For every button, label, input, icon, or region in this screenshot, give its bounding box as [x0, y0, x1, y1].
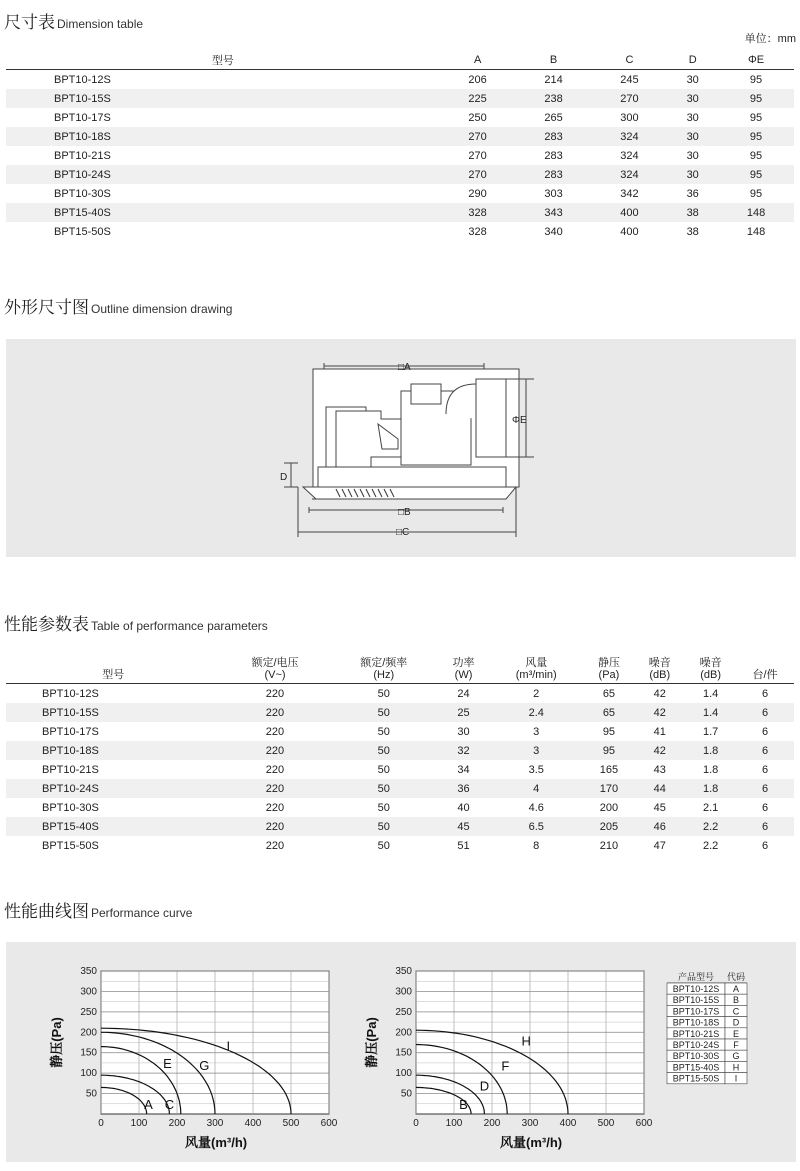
- performance-cell: 220: [221, 779, 330, 798]
- performance-cell: 4.6: [528, 801, 544, 814]
- outline-drawing: [6, 339, 796, 557]
- dimension-cell: 30: [686, 149, 699, 162]
- curve-label-E: E: [163, 1056, 172, 1072]
- curve-label-A: A: [144, 1097, 153, 1113]
- performance-cell: BPT15-50S: [42, 839, 99, 852]
- performance-cell: 6: [761, 839, 769, 852]
- x-axis-label: 风量(m³/h): [500, 1135, 563, 1150]
- y-tick-label: 300: [80, 986, 97, 998]
- performance-cell: 50: [329, 741, 438, 760]
- label-a: □A: [398, 362, 411, 373]
- legend-code: B: [732, 995, 740, 1006]
- dimension-cell: 324: [620, 149, 639, 162]
- performance-header-3: [438, 647, 489, 684]
- dimension-cell: 238: [516, 89, 592, 108]
- curve-label-C: C: [164, 1097, 175, 1113]
- legend-code: A: [732, 984, 740, 994]
- unit-label: 单位：mm: [744, 33, 796, 45]
- legend-model: BPT10-15S: [672, 995, 720, 1006]
- dimension-cell: 270: [468, 149, 487, 162]
- table-row: [6, 722, 794, 741]
- table-row: [6, 684, 794, 704]
- table-row: [6, 798, 794, 817]
- performance-title: [4, 610, 268, 635]
- label-c: □C: [396, 527, 410, 538]
- dimension-cell: 214: [544, 73, 563, 86]
- dimension-cell: 324: [591, 127, 667, 146]
- dimension-cell: 270: [440, 165, 516, 184]
- performance-cell: 220: [265, 801, 285, 814]
- dimension-header-3: C: [591, 50, 667, 70]
- dimension-cell: 250: [468, 111, 487, 124]
- dimension-cell: BPT15-50S: [54, 225, 111, 238]
- y-axis-label: 静压(Pa): [364, 1017, 379, 1068]
- curve-title: [4, 897, 192, 922]
- curve-label-G: G: [199, 1057, 210, 1073]
- performance-cell: BPT15-40S: [6, 817, 221, 836]
- dimension-cell: BPT10-30S: [54, 187, 111, 200]
- curve-title-cn: 性能曲线图: [4, 902, 89, 921]
- y-tick-label: 300: [395, 986, 412, 998]
- table-row: [6, 127, 794, 146]
- table-row: [6, 817, 794, 836]
- performance-cell: 6.5: [489, 817, 584, 836]
- performance-header-label: 静压: [597, 657, 620, 669]
- x-tick-label: 400: [244, 1118, 262, 1129]
- dimension-cell: 30: [667, 165, 718, 184]
- dimension-cell: 283: [516, 127, 592, 146]
- performance-title-en: Table of performance parameters: [91, 619, 268, 633]
- dimension-cell: 95: [749, 187, 763, 200]
- x-tick-label: 0: [413, 1118, 419, 1129]
- legend-code: D: [732, 1017, 740, 1028]
- performance-cell: 50: [329, 779, 438, 798]
- performance-cell: 220: [221, 741, 330, 760]
- performance-cell: 95: [602, 725, 616, 738]
- dimension-cell: 148: [718, 203, 794, 222]
- performance-cell: 32: [438, 741, 489, 760]
- performance-header-label: 噪音: [699, 657, 722, 669]
- performance-cell: 25: [438, 703, 489, 722]
- performance-cell: 1.8: [702, 763, 719, 776]
- table-row: [6, 70, 794, 90]
- legend-model: BPT15-40S: [672, 1062, 720, 1073]
- dimension-cell: 95: [749, 111, 763, 124]
- dimension-cell: 36: [686, 187, 699, 200]
- y-tick-label: 250: [80, 1006, 97, 1018]
- x-tick-label: 400: [559, 1118, 577, 1129]
- performance-header-unit: (dB): [649, 669, 671, 681]
- performance-cell: 220: [265, 725, 285, 738]
- dimension-cell: 95: [749, 73, 763, 86]
- outline-title-cn: 外形尺寸图: [4, 298, 89, 317]
- performance-cell: 50: [329, 703, 438, 722]
- y-tick-label: 350: [80, 966, 97, 977]
- legend-code: F: [733, 1040, 739, 1050]
- x-tick-label: 300: [206, 1118, 224, 1129]
- performance-header-label: 额定/电压: [251, 657, 299, 669]
- performance-header-label: 功率: [452, 657, 475, 669]
- dimension-cell: 340: [544, 225, 563, 238]
- table-row: [6, 108, 794, 127]
- dimension-cell: 148: [746, 225, 766, 238]
- dimension-cell: 30: [667, 127, 718, 146]
- performance-header-unit: (Hz): [373, 669, 395, 681]
- dimension-cell: BPT10-24S: [6, 165, 440, 184]
- table-row: [6, 146, 794, 165]
- dimension-cell: 95: [749, 149, 763, 162]
- performance-header-label: 风量: [525, 657, 548, 669]
- performance-cell: 6: [736, 779, 794, 798]
- performance-cell: 50: [377, 763, 390, 776]
- performance-cell: BPT10-30S: [42, 801, 99, 814]
- performance-cell: 46: [634, 817, 685, 836]
- legend-model: BPT10-24S: [672, 1040, 720, 1050]
- performance-header-8: [736, 647, 794, 684]
- performance-cell: 1.8: [685, 741, 736, 760]
- legend-model: BPT10-30S: [672, 1051, 720, 1062]
- y-tick-label: 50: [85, 1088, 97, 1100]
- y-axis-label: 静压(Pa): [49, 1017, 64, 1068]
- performance-cell: 165: [599, 763, 619, 776]
- table-row: [6, 222, 794, 241]
- performance-header-1: [221, 647, 330, 684]
- x-axis-label: 风量(m³/h): [185, 1135, 248, 1150]
- performance-cell: 4: [489, 779, 584, 798]
- y-tick-label: 50: [400, 1088, 412, 1100]
- dimension-cell: 400: [591, 203, 667, 222]
- dimension-cell: 30: [686, 111, 699, 124]
- performance-cell: 1.4: [702, 687, 719, 700]
- legend-code: I: [734, 1073, 738, 1084]
- legend-header-code: 代码: [726, 972, 746, 982]
- x-tick-label: 200: [483, 1118, 501, 1129]
- performance-cell: 1.8: [685, 779, 736, 798]
- x-tick-label: 200: [168, 1118, 186, 1129]
- performance-header-5: [584, 647, 635, 684]
- y-tick-label: 200: [80, 1027, 97, 1039]
- performance-header-6: [634, 647, 685, 684]
- dimension-cell: BPT10-15S: [6, 89, 440, 108]
- performance-header-unit: (m³/min): [515, 669, 557, 681]
- dimension-cell: 225: [440, 89, 516, 108]
- performance-cell: 8: [533, 839, 540, 852]
- legend-code: C: [732, 1006, 740, 1017]
- table-row: [6, 184, 794, 203]
- dimension-cell: 303: [544, 187, 563, 200]
- performance-cell: 220: [265, 839, 285, 852]
- performance-cell: 34: [457, 763, 470, 776]
- table-row: [6, 703, 794, 722]
- legend-header-model: 产品型号: [677, 972, 715, 982]
- y-tick-label: 100: [395, 1068, 412, 1080]
- performance-cell: 6: [736, 703, 794, 722]
- dimension-header-2: B: [516, 50, 592, 70]
- outline-title-en: Outline dimension drawing: [91, 302, 233, 316]
- dimension-cell: 270: [591, 89, 667, 108]
- curve-label-H: H: [521, 1033, 531, 1049]
- performance-cell: 51: [457, 839, 470, 852]
- performance-cell: BPT10-24S: [6, 779, 221, 798]
- performance-header-label: 台/件: [752, 669, 778, 681]
- performance-cell: BPT10-18S: [6, 741, 221, 760]
- table-row: [6, 760, 794, 779]
- x-tick-label: 500: [597, 1118, 615, 1129]
- y-tick-label: 150: [395, 1047, 412, 1059]
- table-row: [6, 836, 794, 855]
- curve-label-F: F: [501, 1058, 510, 1074]
- dimension-cell: 206: [468, 73, 487, 86]
- performance-cell: 6: [761, 687, 769, 700]
- table-row: [6, 203, 794, 222]
- x-tick-label: 0: [98, 1118, 104, 1129]
- y-tick-label: 100: [80, 1068, 97, 1080]
- performance-header-unit: (V~): [264, 669, 286, 681]
- dimension-cell: BPT10-12S: [54, 73, 111, 86]
- performance-cell: 6: [736, 741, 794, 760]
- performance-cell: 42: [653, 687, 666, 700]
- legend-model: BPT10-18S: [672, 1017, 720, 1028]
- outline-drawing-panel: [6, 339, 796, 557]
- dimension-cell: 290: [468, 187, 487, 200]
- performance-cell: 65: [584, 703, 635, 722]
- y-tick-label: 200: [395, 1027, 412, 1039]
- x-tick-label: 100: [445, 1118, 463, 1129]
- label-d: D: [280, 472, 288, 483]
- dimension-cell: 300: [620, 111, 639, 124]
- dimension-cell: 283: [544, 149, 563, 162]
- performance-cell: 170: [584, 779, 635, 798]
- performance-cell: 50: [329, 817, 438, 836]
- dimension-cell: 265: [544, 111, 563, 124]
- dimension-cell: 95: [718, 89, 794, 108]
- performance-cell: 2.2: [685, 817, 736, 836]
- legend-code: G: [732, 1051, 740, 1062]
- y-tick-label: 150: [80, 1047, 97, 1059]
- table-row: [6, 779, 794, 798]
- dimension-cell: 30: [667, 89, 718, 108]
- label-e: ΦE: [512, 415, 527, 426]
- dimension-cell: 328: [468, 225, 487, 238]
- performance-header-unit: (Pa): [598, 669, 620, 681]
- performance-cell: 220: [265, 763, 285, 776]
- performance-cell: 36: [438, 779, 489, 798]
- dimension-cell: 95: [718, 127, 794, 146]
- performance-cell: 2: [533, 687, 540, 700]
- x-tick-label: 600: [635, 1118, 653, 1129]
- legend-model: BPT15-50S: [672, 1073, 720, 1084]
- performance-header-label: 额定/频率: [360, 657, 408, 669]
- performance-header-4: [489, 647, 584, 684]
- curve-panel: [6, 942, 796, 1162]
- y-tick-label: 350: [395, 966, 412, 977]
- performance-cell: 220: [221, 703, 330, 722]
- dimension-cell: BPT10-18S: [6, 127, 440, 146]
- performance-cell: 45: [653, 801, 666, 814]
- performance-cell: 2.2: [702, 839, 719, 852]
- dimension-cell: 38: [686, 225, 699, 238]
- performance-header-2: [329, 647, 438, 684]
- performance-cell: 42: [634, 741, 685, 760]
- dimension-cell: BPT15-40S: [6, 203, 440, 222]
- dimension-header-0: 型号: [6, 50, 440, 70]
- performance-cell: 6: [761, 725, 769, 738]
- performance-cell: 42: [634, 703, 685, 722]
- outline-title: [4, 293, 232, 318]
- dimension-cell: 324: [591, 165, 667, 184]
- dimension-cell: 400: [620, 225, 639, 238]
- curve-chart-area: [6, 942, 796, 1162]
- label-b: □B: [398, 507, 411, 518]
- performance-cell: 205: [584, 817, 635, 836]
- performance-cell: 6: [736, 817, 794, 836]
- legend-model: BPT10-12S: [672, 984, 720, 994]
- dimension-cell: 95: [718, 165, 794, 184]
- performance-cell: 47: [653, 839, 666, 852]
- dimension-table: [6, 50, 794, 241]
- performance-cell: 50: [377, 801, 390, 814]
- x-tick-label: 100: [130, 1118, 148, 1129]
- performance-cell: 220: [221, 817, 330, 836]
- performance-header-0: [6, 647, 221, 684]
- performance-cell: 220: [265, 687, 285, 700]
- performance-cell: 6: [761, 763, 769, 776]
- performance-header-label: 噪音: [648, 657, 671, 669]
- performance-cell: 40: [457, 801, 470, 814]
- performance-cell: 210: [599, 839, 619, 852]
- dimension-cell: 343: [516, 203, 592, 222]
- performance-cell: BPT10-12S: [42, 687, 99, 700]
- curve-title-en: Performance curve: [91, 906, 193, 920]
- performance-cell: 24: [457, 687, 470, 700]
- performance-cell: 6: [761, 801, 769, 814]
- performance-cell: 3: [489, 741, 584, 760]
- dimension-cell: 283: [516, 165, 592, 184]
- performance-title-cn: 性能参数表: [4, 615, 89, 634]
- performance-header-7: [685, 647, 736, 684]
- performance-cell: 2.1: [702, 801, 719, 814]
- curve-label-B: B: [459, 1097, 468, 1113]
- dimension-header-5: ΦE: [718, 50, 794, 70]
- x-tick-label: 300: [521, 1118, 539, 1129]
- performance-cell: 3.5: [528, 763, 544, 776]
- performance-cell: 43: [653, 763, 666, 776]
- performance-cell: 44: [634, 779, 685, 798]
- performance-header-unit: (dB): [700, 669, 721, 681]
- legend-model: BPT10-21S: [672, 1028, 720, 1039]
- legend-code: H: [732, 1062, 740, 1073]
- performance-cell: 1.7: [702, 725, 719, 738]
- performance-cell: 200: [599, 801, 619, 814]
- dimension-cell: 342: [620, 187, 639, 200]
- performance-cell: 2.4: [489, 703, 584, 722]
- performance-cell: 50: [377, 839, 390, 852]
- x-tick-label: 500: [282, 1118, 300, 1129]
- performance-cell: 1.4: [685, 703, 736, 722]
- curve-label-D: D: [479, 1078, 490, 1094]
- table-row: [6, 741, 794, 760]
- curve-label-I: I: [226, 1038, 231, 1054]
- dimension-cell: BPT10-17S: [54, 111, 111, 124]
- dimension-cell: 38: [667, 203, 718, 222]
- dimension-cell: 328: [440, 203, 516, 222]
- performance-table-header: [6, 647, 794, 684]
- dimension-header-4: D: [667, 50, 718, 70]
- table-row: [6, 89, 794, 108]
- dimension-title-cn: 尺寸表: [4, 13, 55, 32]
- performance-table: [6, 647, 794, 855]
- performance-cell: BPT10-17S: [42, 725, 99, 738]
- dimension-table-header: [6, 50, 794, 70]
- performance-cell: 3: [533, 725, 540, 738]
- dimension-cell: BPT10-21S: [54, 149, 111, 162]
- performance-cell: BPT10-21S: [42, 763, 99, 776]
- performance-cell: BPT10-15S: [6, 703, 221, 722]
- dimension-header-1: A: [440, 50, 516, 70]
- y-tick-label: 250: [395, 1006, 412, 1018]
- performance-cell: 50: [377, 687, 390, 700]
- table-row: [6, 165, 794, 184]
- dimension-cell: 30: [686, 73, 699, 86]
- dimension-cell: 270: [440, 127, 516, 146]
- performance-cell: 45: [438, 817, 489, 836]
- legend-code: E: [732, 1028, 740, 1039]
- performance-cell: 30: [457, 725, 470, 738]
- performance-cell: 65: [602, 687, 616, 700]
- performance-header-label: 型号: [102, 669, 125, 681]
- performance-header-unit: (W): [454, 669, 473, 681]
- dimension-cell: 245: [620, 73, 639, 86]
- dimension-title-en: Dimension table: [57, 17, 144, 31]
- performance-cell: 50: [377, 725, 390, 738]
- performance-cell: 41: [653, 725, 666, 738]
- x-tick-label: 600: [320, 1118, 338, 1129]
- dimension-title: [4, 8, 143, 33]
- performance-cell: 95: [584, 741, 635, 760]
- legend-model: BPT10-17S: [672, 1006, 720, 1017]
